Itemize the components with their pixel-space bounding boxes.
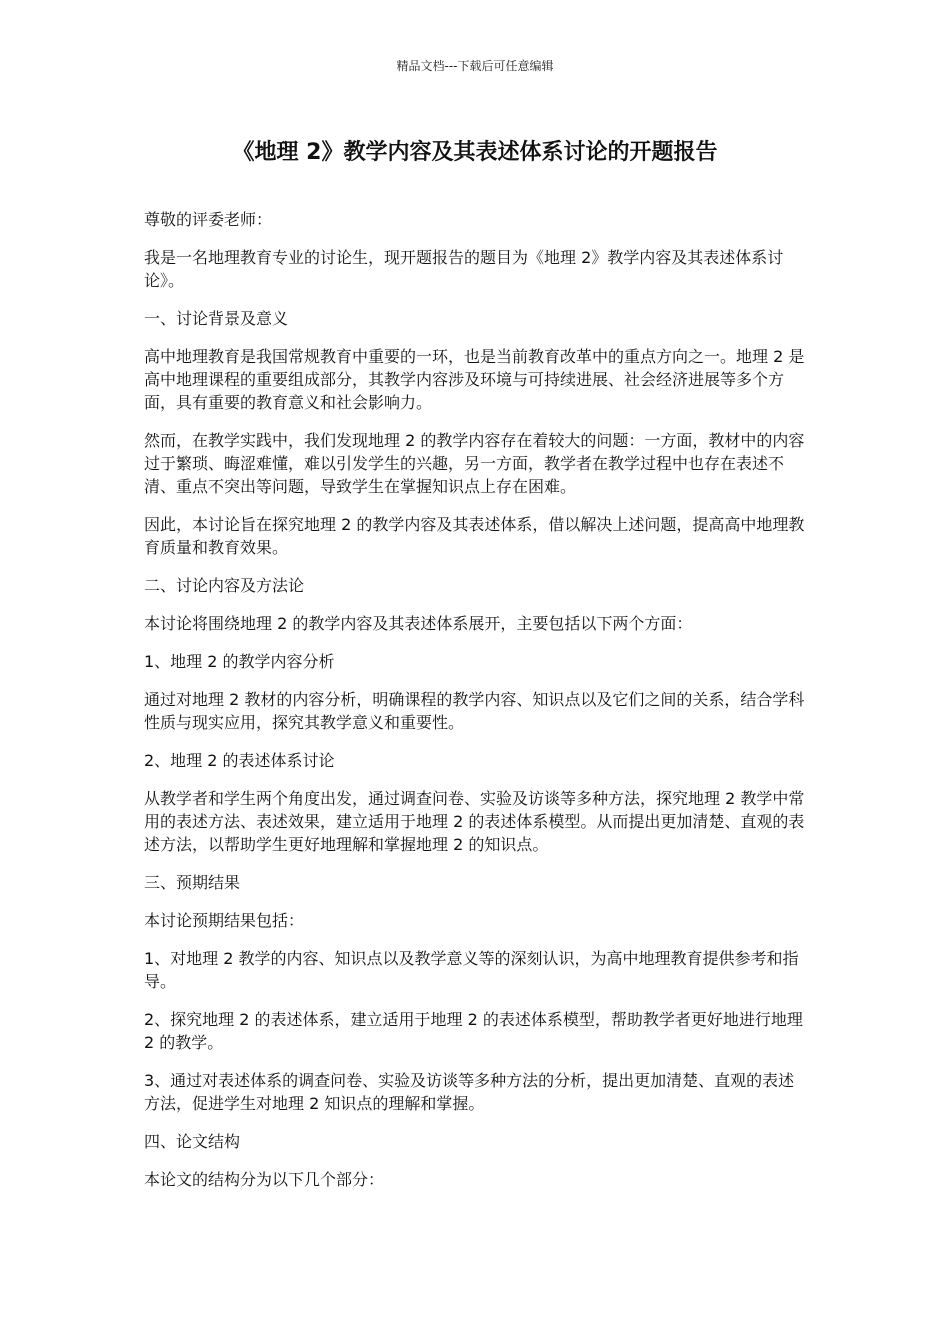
list-item: 1、对地理 2 教学的内容、知识点以及教学意义等的深刻认识，为高中地理教育提供参考和指导。	[144, 949, 799, 991]
paragraph: 高中地理教育是我国常规教育中重要的一环，也是当前教育改革中的重点方向之一。地理 2 是高中地理课程的重要组成部分，其教学内容涉及环境与可持续进展、社会经济进展等多个方面，具有重要的教育意义和社会影响力。	[144, 347, 805, 412]
list-item: 3、通过对表述体系的调查问卷、实验及访谈等多种方法的分析，提出更加清楚、直观的表述方法，促进学生对地理 2 知识点的理解和掌握。	[144, 1071, 795, 1113]
section-heading-background: 一、讨论背景及意义	[144, 309, 289, 328]
paragraph: 从教学者和学生两个角度出发，通过调查问卷、实验及访谈等多种方法，探究地理 2 教学中常用的表述方法、表述效果，建立适用于地理 2 的表述体系模型。从而提出更加清楚、直观的表述方法，以帮助学生更好地理解和掌握地理 2 的知识点。	[144, 789, 805, 854]
paragraph: 本讨论预期结果包括：	[144, 911, 305, 930]
document-body	[144, 208, 809, 1206]
section-heading-thesis-structure: 四、论文结构	[144, 1132, 241, 1151]
section-heading-expected-results: 三、预期结果	[144, 873, 241, 892]
paragraph: 然而，在教学实践中，我们发现地理 2 的教学内容存在着较大的问题：一方面，教材中的内容过于繁琐、晦涩难懂，难以引发学生的兴趣，另一方面，教学者在教学过程中也存在表述不清、重点不突出等问题，导致学生在掌握知识点上存在困难。	[144, 431, 805, 496]
document-title: 《地理 2》教学内容及其表述体系讨论的开题报告	[232, 140, 718, 165]
paragraph: 因此，本讨论旨在探究地理 2 的教学内容及其表述体系，借以解决上述问题，提高高中地理教育质量和教育效果。	[144, 515, 805, 557]
paragraph: 本论文的结构分为以下几个部分：	[144, 1170, 385, 1189]
subheading-expression-system: 2、地理 2 的表述体系讨论	[144, 751, 335, 770]
paragraph-intro: 我是一名地理教育专业的讨论生，现开题报告的题目为《地理 2》教学内容及其表述体系讨论》。	[144, 248, 784, 290]
salutation: 尊敬的评委老师：	[144, 210, 273, 229]
paragraph: 本讨论将围绕地理 2 的教学内容及其表述体系展开，主要包括以下两个方面：	[144, 614, 693, 633]
section-heading-content-methods: 二、讨论内容及方法论	[144, 576, 305, 595]
subheading-content-analysis: 1、地理 2 的教学内容分析	[144, 652, 335, 671]
header-note: 精品文档---下载后可任意编辑	[396, 59, 554, 73]
paragraph: 通过对地理 2 教材的内容分析，明确课程的教学内容、知识点以及它们之间的关系，结合学科性质与现实应用，探究其教学意义和重要性。	[144, 690, 805, 732]
list-item: 2、探究地理 2 的表述体系，建立适用于地理 2 的表述体系模型，帮助教学者更好地进行地理 2 的教学。	[144, 1010, 803, 1052]
